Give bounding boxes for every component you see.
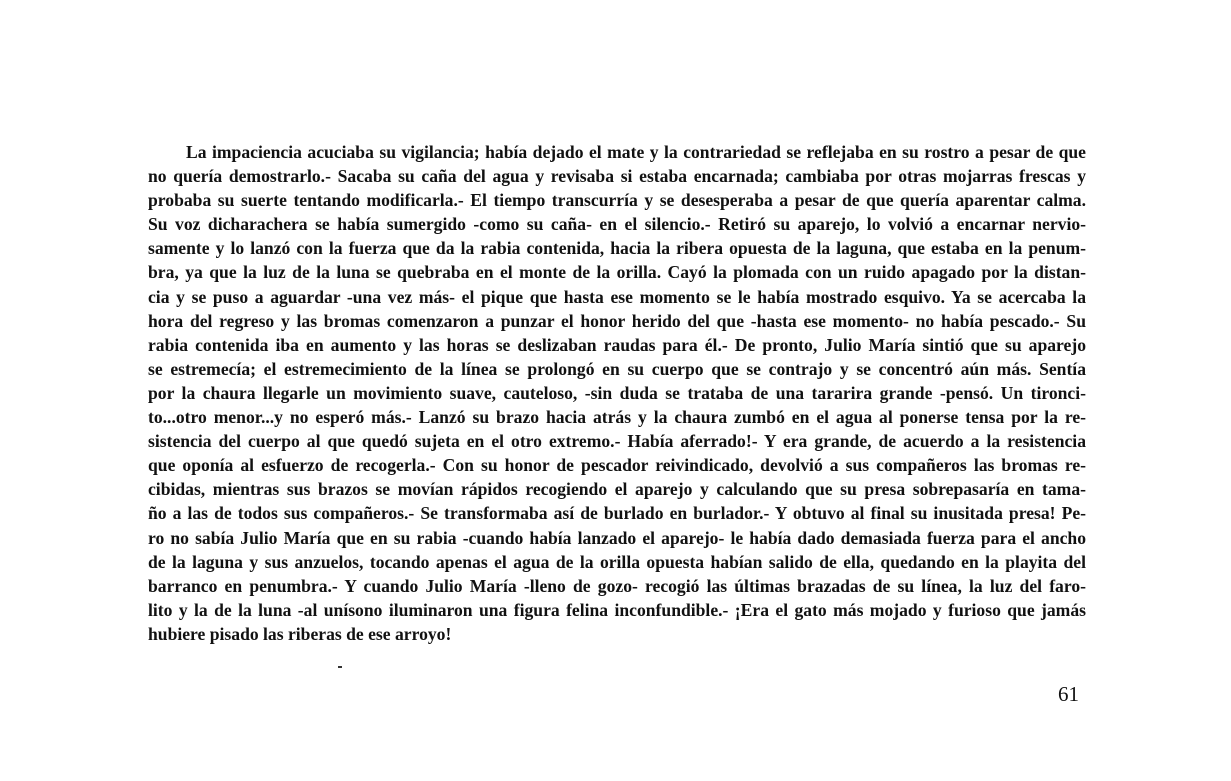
text-line: se estremecía; el estremecimiento de la línea se prolongó en su cuerpo que se contrajo y se concentró aún más. Sentía (148, 358, 1086, 379)
scan-speck (338, 666, 342, 668)
text-line: por la chaura llegarle un movimiento suave, cauteloso, -sin duda se trataba de una tararira grande -pensó. Un tironci- (148, 382, 1086, 403)
text-line: bra, ya que la luz de la luna se quebraba en el monte de la orilla. Cayó la plomada con un ruido apagado por la distan- (148, 262, 1086, 283)
text-line: de la laguna y sus anzuelos, tocando apenas el agua de la orilla opuesta habían salido de ella, quedando en la playita del (148, 551, 1086, 572)
text-line: La impaciencia acuciaba su vigilancia; había dejado el mate y la contrariedad se reflejaba en su rostro a pesar de que (186, 142, 1086, 162)
text-line: lito y la de la luna -al unísono iluminaron una figura felina inconfundible.- ¡Era el gato más mojado y furioso que jamás (148, 599, 1086, 620)
text-line: probaba su suerte tentando modificarla.- El tiempo transcurría y se desesperaba a pesar de que quería aparentar calma. (148, 190, 1086, 211)
page-number: 61 (1058, 682, 1079, 706)
text-line: samente y lo lanzó con la fuerza que da la rabia contenida, hacia la ribera opuesta de la laguna, que estaba en la penum- (148, 238, 1086, 259)
text-line: cibidas, mientras sus brazos se movían rápidos recogiendo el aparejo y calculando que su presa sobrepasaría en tama- (148, 479, 1086, 500)
text-line: hora del regreso y las bromas comenzaron a punzar el honor herido del que -hasta ese momento- no había pescado.- Su (148, 310, 1086, 331)
text-line: barranco en penumbra.- Y cuando Julio María -lleno de gozo- recogió las últimas brazadas de su línea, la luz del faro- (148, 575, 1086, 596)
text-line: no quería demostrarlo.- Sacaba su caña del agua y revisaba si estaba encarnada; cambiaba por otras mojarras frescas y (148, 166, 1086, 187)
text-line: hubiere pisado las riberas de ese arroyo! (148, 623, 452, 644)
text-line: ño a las de todos sus compañeros.- Se transformaba así de burlado en burlador.- Y obtuvo al final su inusitada presa! Pe- (148, 503, 1086, 524)
text-line: Su voz dicharachera se había sumergido -como su caña- en el silencio.- Retiró su aparejo, lo volvió a encarnar nervio- (148, 214, 1086, 235)
body-paragraph (148, 140, 1086, 646)
text-line: ro no sabía Julio María que en su rabia -cuando había lanzado el aparejo- le había dado demasiada fuerza para el ancho (148, 527, 1086, 548)
text-line: sistencia del cuerpo al que quedó sujeta en el otro extremo.- Había aferrado!- Y era grande, de acuerdo a la resistencia (148, 431, 1086, 452)
text-line: que oponía al esfuerzo de recogerla.- Con su honor de pescador reivindicado, devolvió a sus compañeros las bromas re- (148, 455, 1086, 476)
text-line: rabia contenida iba en aumento y las horas se deslizaban raudas para él.- De pronto, Julio María sintió que su aparejo (148, 334, 1086, 355)
text-line: to...otro menor...y no esperó más.- Lanzó su brazo hacia atrás y la chaura zumbó en el agua al ponerse tensa por la re- (148, 407, 1086, 428)
text-line: cia y se puso a aguardar -una vez más- el pique que hasta ese momento se le había mostrado esquivo. Ya se acercaba la (148, 286, 1086, 307)
